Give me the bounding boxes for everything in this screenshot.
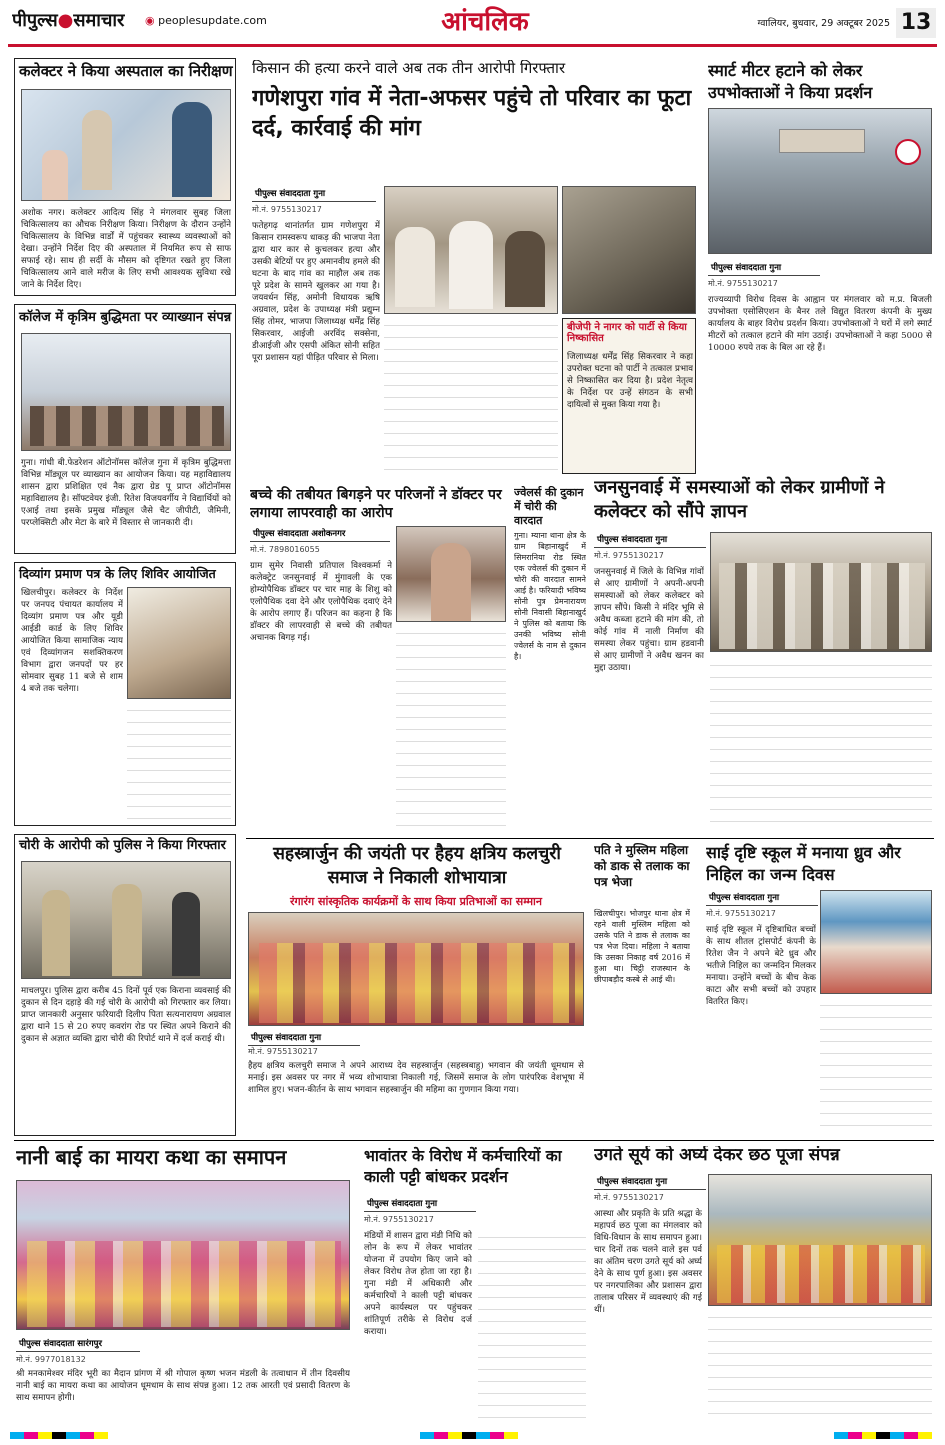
article-jewellery-theft bbox=[512, 484, 588, 834]
police-photo bbox=[21, 861, 231, 979]
lead-mobile: मो.नं. 9755130217 bbox=[252, 205, 322, 214]
byline: पीपुल्स संवाददाता गुना bbox=[706, 890, 818, 906]
article-lead-ganeshpura bbox=[246, 58, 698, 478]
article-collector-hospital bbox=[14, 58, 236, 296]
article-ai-lecture bbox=[14, 304, 236, 554]
masthead bbox=[0, 0, 945, 44]
byline: पीपुल्स संवाददाता गुना bbox=[248, 1030, 360, 1046]
article-body-continued bbox=[127, 703, 231, 823]
byline: पीपुल्स संवाददाता गुना bbox=[594, 532, 706, 548]
article-nani-bai bbox=[14, 1144, 352, 1426]
article-public-hearing bbox=[592, 474, 934, 834]
article-triple-talaq bbox=[592, 842, 692, 1136]
sidebar-body: जिलाध्यक्ष धर्मेंद्र सिंह सिकरवार ने कहा उपरोक्त घटना को पार्टी ने तत्काल प्रभाव से निष्कासित कर दिया है। प्रदेश नेतृत्व के निर्देश पर उन्हें संगठन के सभी दायित्वों से मुक्त किया गया है। bbox=[567, 352, 693, 410]
registration-bar-left bbox=[10, 1432, 108, 1439]
article-body: अशोक नगर। कलेक्टर आदित्य सिंह ने मंगलवार सुबह जिला चिकित्सालय का औचक निरीक्षण किया। निरीक्षण के दौरान उन्होंने चिकित्सालय के विभिन्न वार्डों में पहुंचकर स्वास्थ्य व्यवस्थाओं को देखा। उन्होंने निर्देश दिए की अस्पताल में नियमित रूप से साफ सफाई रहे। साथ ही सर्दी के मौसम को दृष्टिगत रखते हुए जिला चिकित्सालय आने वाले मरीज के लिए सभी आवश्यक सुविधा रखे जाने के निर्देश दिए। bbox=[21, 208, 231, 290]
mobile: मो.नं. 9977018132 bbox=[16, 1355, 86, 1364]
byline: पीपुल्स संवाददाता अशोकनगर bbox=[250, 526, 390, 542]
article-body: गुना। म्याना थाना क्षेत्र के ग्राम बिहानाखुर्द में सिमरानिया रोड स्थित एक ज्वेलर्स की दुकान में चोरी की वारदात सामने आई है। फरियादी भविष्य सोनी पुत्र प्रेमनारायण सोनी निवासी बिहानाखुर्द ने पुलिस को बताया कि उनकी भविष्य सोनी ज्वेलर्स के नाम से दुकान है। bbox=[514, 531, 586, 661]
byline: पीपुल्स संवाददाता सारंगपुर bbox=[16, 1336, 140, 1352]
headline: पति ने मुस्लिम महिला को डाक से तलाक का पत्र भेजा bbox=[594, 843, 690, 889]
registration-bar-right bbox=[834, 1432, 932, 1439]
chhath-photo bbox=[708, 1174, 932, 1306]
article-body: राज्यव्यापी विरोध दिवस के आह्वान पर मंगलवार को म.प्र. बिजली उपभोक्ता एसोसिएशन के बैनर तले विद्युत वितरण कंपनी के मुख्य कार्यालय के बाहर विरोध प्रदर्शन किया। उपभोक्ताओं ने घरों में लगे स्मार्ट मीटरों को तत्काल हटाने की मांग उठाई। उपभोक्ताओं ने कहा 5000 से 10000 रुपये तक के बिल आ रहे हैं। bbox=[708, 295, 932, 353]
article-body: ग्राम सुमेर निवासी प्रतिपाल विश्वकर्मा ने कलेक्ट्रेट जनसुनवाई में मुंगावली के एक होम्योपैथिक डॉक्टर पर चार माह के शिशु को एलोपैथिक दवा देने और एलोपैथिक दवाएं देने के आरोप लगाए हैं। परिजन का कहना है कि डॉक्टर की लापरवाही से बच्चे की तबीयत अचानक बिगड़ गई। bbox=[250, 561, 392, 643]
lead-photo-meeting bbox=[384, 186, 558, 314]
article-body: श्री मनकामेश्वर मंदिर भूरी का मैदान प्रांगण में श्री गोपाल कृष्ण भजन मंडली के तत्वाधान में तीन दिवसीय नानी बाई का मायरा कथा का आयोजन धूमधाम के साथ संपन्न हुआ। 12 तक आरती एवं प्रसादी वितरण के साथ समापन होगी। bbox=[16, 1369, 350, 1403]
article-sahasrarjun bbox=[246, 842, 586, 1134]
article-body: गुना। गांधी बी.फेडरेशन ऑटोनॉमस कॉलेज गुना में कृत्रिम बुद्धिमत्ता विभिन्न मॉड्यूल पर व्याख्यान का आयोजन किया। यह महाविद्यालय शासन द्वारा प्रशिक्षित एवं नैक द्वारा ग्रेड पू प्राप्त ऑटोनॉमस महाविद्यालय है। सॉफ्टवेयर इंजी. रितेश विजयवर्गीय ने विद्यार्थियों को एआई तथा इसके प्रमुख मॉड्यूल जैसे चैट जीपीटी, जैमिनी, परप्लेक्सिटी और मेटा के बारे में विस्तार से जानकारी दी। bbox=[21, 458, 231, 528]
article-child-doctor bbox=[246, 484, 510, 834]
article-body-continued bbox=[708, 1310, 932, 1422]
headline: सहस्त्रार्जुन की जयंती पर हैहय क्षत्रिय कलचुरी समाज ने निकाली शोभायात्रा bbox=[273, 844, 561, 888]
article-body-continued bbox=[478, 1230, 586, 1422]
headline: ज्वेलर्स की दुकान में चोरी की वारदात bbox=[514, 486, 584, 527]
mobile: मो.नं. 9755130217 bbox=[364, 1215, 434, 1224]
article-bhavantar bbox=[362, 1144, 588, 1426]
article-body: खिलचीपुर। भोजपुर थाना क्षेत्र में रहने वाली मुस्लिम महिला को उसके पति ने डाक से तलाक का पत्र भेज दिया। महिला ने बताया कि उसका निकाह वर्ष 2016 में हुआ था। चिट्ठी राजस्थान के छीपाबड़ौद कस्बे से आई थी। bbox=[594, 909, 690, 984]
globe-icon: ◉ bbox=[145, 14, 155, 27]
protest-photo bbox=[708, 108, 932, 254]
section-title: आंचलिक bbox=[441, 7, 529, 37]
byline: पीपुल्स संवाददाता गुना bbox=[594, 1174, 706, 1190]
headline: दिव्यांग प्रमाण पत्र के लिए शिविर आयोजित bbox=[19, 566, 216, 581]
registration-bar-center bbox=[420, 1432, 518, 1439]
lead-body-continued bbox=[384, 318, 558, 474]
headline: भावांतर के विरोध में कर्मचारियों का काली पट्टी बांधकर प्रदर्शन bbox=[364, 1147, 562, 1186]
article-body: आस्था और प्रकृति के प्रति श्रद्धा के महापर्व छठ पूजा का मंगलवार को विधि-विधान के साथ समापन हुआ। चार दिनों तक चलने वाले इस पर्व का अंतिम चरण उगते सूर्य को अर्घ्य देने के साथ पूर्ण हुआ। इस अवसर पर नगरपालिका और प्रशासन द्वारा तालाब परिसर में व्यवस्थाएं की गई थीं। bbox=[594, 1209, 702, 1315]
article-body-continued bbox=[820, 998, 932, 1132]
hospital-photo bbox=[21, 89, 231, 201]
procession-photo bbox=[248, 912, 584, 1026]
logo-dot-icon: ● bbox=[57, 10, 74, 31]
article-body: जनसुनवाई में जिले के विभिन्न गांवों से आए ग्रामीणों ने अपनी-अपनी समस्याओं को लेकर कलेक्टर को ज्ञापन सौंपे। किसी ने मंदिर भूमि से अवैध कब्जा हटाने की मांग की, तो कोई गांव में नाली निर्माण की समस्या लेकर पहुंचा। ग्राम हडवानी से आए ग्रामीणों ने अवैध खनन का मुद्दा उठाया। bbox=[594, 567, 704, 673]
mobile: मो.नं. 9755130217 bbox=[594, 1193, 664, 1202]
page-number: 13 bbox=[896, 8, 936, 38]
mobile: मो.नं. 9755130217 bbox=[594, 551, 664, 560]
masthead-rule bbox=[8, 44, 937, 47]
website-link[interactable] bbox=[145, 14, 295, 32]
article-theft-arrest bbox=[14, 834, 236, 1136]
article-smart-meter bbox=[706, 58, 934, 468]
katha-photo bbox=[16, 1180, 350, 1330]
mobile: मो.नं. 9755130217 bbox=[708, 279, 778, 288]
mobile: मो.नं. 9755130217 bbox=[248, 1047, 318, 1056]
dateline: ग्वालियर, बुधवार, 29 अक्टूबर 2025 bbox=[757, 18, 890, 29]
article-body-continued bbox=[396, 626, 506, 830]
lead-photo-family bbox=[562, 186, 696, 314]
mobile: मो.नं. 7898016055 bbox=[250, 545, 320, 554]
article-sai-school bbox=[704, 842, 934, 1136]
article-body-continued bbox=[710, 658, 932, 830]
headline: कॉलेज में कृत्रिम बुद्धिमता पर व्याख्यान संपन्न bbox=[19, 310, 232, 325]
lead-body: फतेहगढ़ थानांतर्गत ग्राम गणेशपुरा में किसान रामस्वरूप धाकड़ की भाजपा नेता द्वारा थार कार से कुचलकर हत्या और उसकी बेटियों पर हुए अमानवीय हमले की घटना के बाद गांव का माहौल अब तक पूरे प्रदेश के सामने खुलकर आ गया है। जयवर्धन सिंह, अमोनी विधायक ऋषि अग्रवाल, प्रदेश के उपाध्यक्ष मंत्री प्रद्युम्न सिंह तोमर, भाजपा जिलाध्यक्ष धर्मेंद्र सिंह सिकरवार, आईजी अरविंद सक्सेना, डीआईजी और एसपी अंकित सोनी सहित पूरा प्रशासन यहां पीड़ित परिवार से मिला। bbox=[252, 221, 380, 363]
lead-headline: गणेशपुरा गांव में नेता-अफसर पहुंचे तो परिवार का फूटा दर्द, कार्रवाई की मांग bbox=[252, 86, 692, 141]
headline: नानी बाई का मायरा कथा का समापन bbox=[16, 1146, 287, 1169]
sidebar-headline: बीजेपी ने नागर को पार्टी से किया निष्कासित bbox=[567, 322, 687, 345]
child-photo bbox=[396, 526, 506, 622]
article-chhath bbox=[592, 1144, 934, 1426]
website-text: peoplesupdate.com bbox=[158, 14, 267, 27]
headline: बच्चे की तबीयत बिगड़ने पर परिजनों ने डॉक्टर पर लगाया लापरवाही का आरोप bbox=[250, 487, 502, 521]
headline: उगते सूर्य को अर्घ्य देकर छठ पूजा संपन्न bbox=[594, 1146, 840, 1165]
byline: पीपुल्स संवाददाता गुना bbox=[364, 1196, 476, 1212]
lead-byline: पीपुल्स संवाददाता गुना bbox=[252, 186, 376, 202]
article-body: हैहय क्षत्रिय कलचुरी समाज ने अपने आराध्य देव सहस्त्रार्जुन (सहस्त्रबाहु) भगवान की जयंती धूमधाम से मनाई। इस अवसर पर नगर में भव्य शोभायात्रा निकाली गई, जिसमें समाज के लोग पारंपरिक वेशभूषा में शामिल हुए। भजन-कीर्तन के साथ भगवान सहस्त्रार्जुन की महिमा का गुणगान किया गया। bbox=[248, 1061, 584, 1095]
headline: चोरी के आरोपी को पुलिस ने किया गिरफ्तार bbox=[19, 838, 226, 853]
headline: कलेक्टर ने किया अस्पताल का निरीक्षण bbox=[19, 62, 233, 80]
kicker: रंगारंग सांस्कृतिक कार्यक्रमों के साथ किया प्रतिभाओं का सम्मान bbox=[289, 895, 543, 908]
lead-kicker: किसान की हत्या करने वाले अब तक तीन आरोपी गिरफ्तार bbox=[252, 60, 566, 77]
headline: साई दृष्टि स्कूल में मनाया ध्रुव और निहिल का जन्म दिवस bbox=[706, 843, 901, 884]
villagers-photo bbox=[710, 532, 932, 652]
article-body: माचलपुर। पुलिस द्वारा करीब 45 दिनों पूर्व एक किराना व्यवसाई की दुकान से दिन दहाड़े की गई चोरी के आरोपी को गिरफ्तार कर लिया। प्राप्त जानकारी अनुसार फरियादी दिलीप पिता सत्यनारायण अग्रवाल द्वारा थाने 15 से 20 रुपए कवरांग रोड पर स्थित अपने किराने की दुकान से अज्ञात व्यक्ति द्वारा चोरी की रिपोर्ट थाने में दर्ज कराई थी। bbox=[21, 986, 231, 1044]
lead-sidebar bbox=[562, 318, 696, 474]
divider-lower bbox=[14, 1140, 934, 1141]
article-body: साई दृष्टि स्कूल में दृष्टिबाधित बच्चों के साथ शीतल ट्रांसपोर्ट कंपनी के रितेश जैन ने अपने बेटे ध्रुव और भतीजे निहिल का जन्मदिन मिलकर मनाया। उन्होंने बच्चों के बीच केक काटा और सभी बच्चों को उपहार वितरित किए। bbox=[706, 925, 816, 1007]
mobile: मो.नं. 9755130217 bbox=[706, 909, 776, 918]
article-body: खिलचीपुर। कलेक्टर के निर्देश पर जनपद पंचायत कार्यालय में दिव्यांग प्रमाण पत्र और यूडी आईडी कार्ड के लिए शिविर आयोजित किया सामाजिक न्याय एवं दिव्यांगजन सशक्तिकरण विभाग द्वारा जनपदों पर हर सोमवार सुबह 11 बजे से शाम 4 बजे तक चलेगा। bbox=[21, 588, 123, 694]
headline: स्मार्ट मीटर हटाने को लेकर उपभोक्ताओं ने किया प्रदर्शन bbox=[708, 61, 873, 102]
paper-name-part1: पीपुल्स bbox=[12, 10, 58, 31]
article-disability-camp bbox=[14, 562, 236, 826]
camp-photo bbox=[127, 587, 231, 699]
birthday-photo bbox=[820, 890, 932, 994]
headline: जनसुनवाई में समस्याओं को लेकर ग्रामीणों ने कलेक्टर को सौंपे ज्ञापन bbox=[594, 477, 885, 522]
byline: पीपुल्स संवाददाता गुना bbox=[708, 260, 820, 276]
divider-mid bbox=[246, 838, 934, 839]
article-body: मंडियों में शासन द्वारा मंडी निधि को लोन के रूप में लेकर भावांतर योजना में उपयोग किए जाने को लेकर विरोध तेज होता जा रहा है। गुना मंडी में अधिकारी और कर्मचारियों ने काली पट्टी बांधकर अपने कार्यस्थल पर पहुंचकर शांतिपूर्ण तरीके से विरोध दर्ज कराया। bbox=[364, 1231, 472, 1337]
paper-logo bbox=[12, 8, 142, 36]
paper-name-part2: समाचार bbox=[73, 10, 125, 31]
lecture-photo bbox=[21, 333, 231, 451]
